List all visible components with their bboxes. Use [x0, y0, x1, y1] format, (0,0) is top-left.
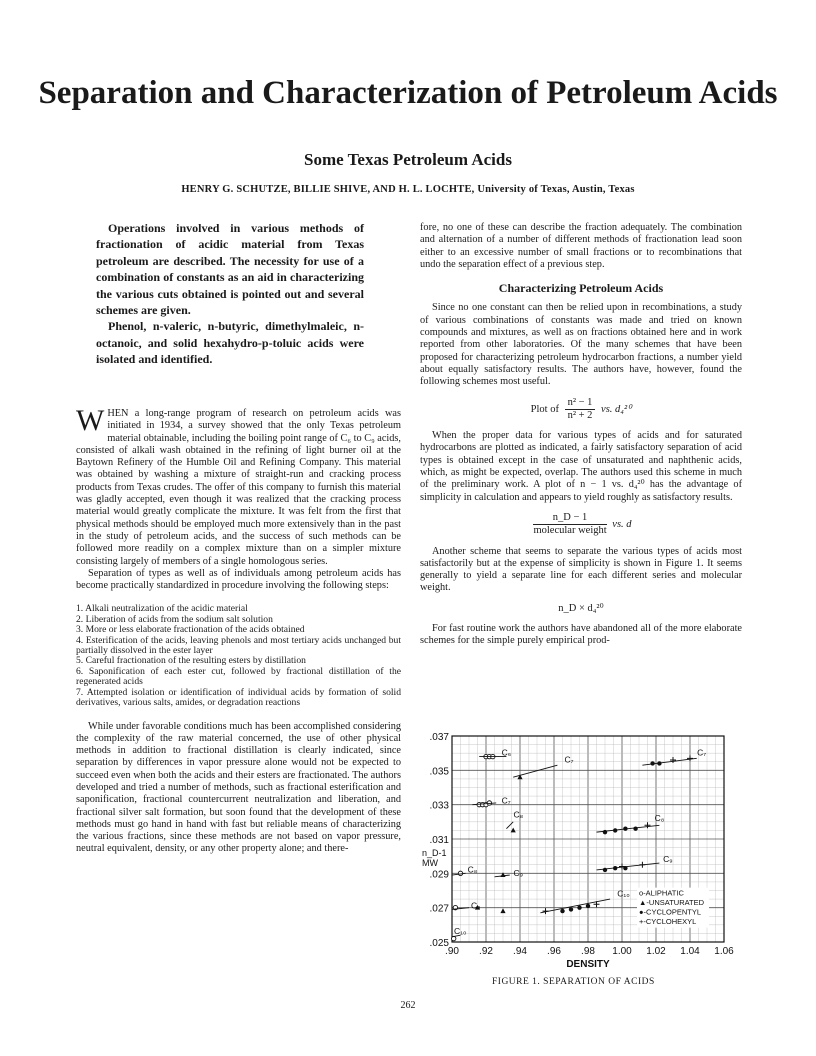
series-label: C₈	[467, 864, 478, 875]
data-point	[560, 909, 564, 913]
series-label: C₇	[501, 795, 511, 806]
body-paragraph: Another scheme that seems to separate the various types of acids most satisfactorily but at the expense of simplicity is shown in Figure 1. It seems generally to yield a separate line for each different series and molecular weight.	[420, 545, 742, 594]
legend-entry: o-ALIPHATIC	[639, 888, 684, 898]
body-paragraph: For fast routine work the authors have abandoned all of the more elaborate schemes for the simple purely empirical prod-	[420, 623, 742, 647]
data-point	[586, 904, 590, 908]
trend-line	[597, 825, 660, 832]
numerator: n_D − 1	[533, 512, 606, 525]
paper-title: Separation and Characterization of Petroleum Acids	[38, 75, 778, 111]
fraction	[565, 397, 596, 423]
x-tick-label: .92	[479, 946, 493, 957]
list-item: 1. Alkali neutralization of the acidic material	[76, 603, 248, 615]
intro-paragraph	[76, 404, 401, 568]
y-axis-label: MW	[422, 858, 438, 869]
intro-paragraph: Separation of types as well as of individuals among petroleum acids has become practically standardized in procedure involving the following steps:	[76, 567, 401, 592]
x-tick-label: .94	[513, 946, 527, 957]
x-axis-label: DENSITY	[566, 959, 610, 970]
intro-paragraph: While under favorable conditions much has been accomplished considering the complexity of the raw material concerned, the use of other physical methods in addition to fractional distillation is clearly indicated, since separation by differences in vapor pressure alone would not be expected to succeed even when both the acids and their esters are fractionated. The authors developed and tried a number of methods, such as fractional esterification and saponification, fractional countercurrent neutralization and liberation, and fractional silver salt formation, but soon found that the development of these methods must go hand in hand with fast but reliable means of characterizing the various fractions, since these methods are not based on vapor pressure, neutral equivalent, density, or any other property alone; and there-	[76, 720, 401, 855]
series-label: C₈	[513, 809, 524, 820]
denominator: n² + 2	[567, 409, 593, 421]
list-item: 6. Saponification of each ester cut, followed by fractional distillation of the regenerated acids	[76, 665, 401, 688]
formula-suffix: vs. d₄²⁰	[601, 403, 632, 415]
right-column	[420, 222, 742, 648]
series-label: C₇	[564, 754, 574, 765]
list-item: 5. Careful fractionation of the resulting esters by distillation	[76, 655, 306, 667]
y-axis-label: n_D-1	[422, 848, 447, 859]
trend-line	[540, 899, 610, 913]
y-tick-label: .025	[429, 938, 449, 949]
series-label: C₉	[471, 900, 481, 911]
section-heading: Characterizing Petroleum Acids	[498, 281, 664, 296]
list-item: 7. Attempted isolation or identification of individual acids by formation of solid derivatives, various salts, amides, or degradation reactions	[76, 686, 401, 709]
fraction	[533, 512, 606, 538]
x-tick-label: .98	[581, 946, 595, 957]
series-label: C₉	[663, 854, 673, 865]
x-tick-label: 1.02	[646, 946, 666, 957]
x-tick-label: 1.06	[714, 946, 734, 957]
x-tick-label: 1.04	[680, 946, 700, 957]
formula-prefix: Plot of	[530, 403, 559, 415]
series-label: C₁₀	[454, 926, 467, 937]
trend-line	[506, 822, 513, 829]
list-item: 2. Liberation of acids from the sodium salt solution	[76, 613, 273, 625]
data-point	[687, 755, 693, 761]
data-point	[577, 905, 581, 909]
formula-2	[420, 512, 742, 538]
figure-caption: FIGURE 1. SEPARATION OF ACIDS	[492, 977, 655, 987]
intro-column	[76, 404, 401, 856]
legend-entry: ●-CYCLOPENTYL	[639, 907, 702, 917]
data-point	[670, 757, 676, 763]
series-label: C₇	[697, 747, 707, 758]
x-tick-label: 1.00	[612, 946, 632, 957]
abstract-paragraph: Phenol, n-valeric, n-butyric, dimethylmaleic, n-octanoic, and solid hexahydro-p-toluic acids were isolated and identified.	[96, 319, 364, 367]
formula-suffix: vs. d	[612, 519, 632, 531]
legend-entry: ▲-UNSATURATED	[639, 898, 705, 908]
series-label: C₉	[513, 867, 524, 878]
series-label: C₁₀	[617, 888, 630, 899]
body-paragraph: Since no one constant can then be relied upon in recombinations, a study of various combinations of constants was made and tried on known compounds and mixtures, as well as on fractions obtained here and in work reported from other laboratories. Of the many schemes that have been proposed for characterizing petroleum hydrocarbon fractions, a number yield about equally satisfactory results. The authors have, however, found the following schemes most useful.	[420, 302, 742, 388]
y-tick-label: .031	[429, 835, 449, 846]
abstract-paragraph: Operations involved in various methods of fractionation of acidic material from Texas petroleum are described. The necessity for use of a combination of constants as an aid in characterizing the various cuts obtained is pointed out and several schemes are given.	[96, 221, 364, 318]
figure-1-chart	[416, 730, 746, 970]
formula-3: n_D × d₄²⁰	[558, 602, 604, 614]
trend-line	[597, 863, 660, 870]
list-item: 4. Esterification of the acids, leaving phenols and most tertiary acids unchanged but partially dissolved in the ester layer	[76, 634, 401, 657]
abstract	[96, 220, 364, 368]
author-line: HENRY G. SCHUTZE, BILLIE SHIVE, AND H. L. LOCHTE, University of Texas, Austin, Texas	[181, 184, 635, 195]
data-point	[569, 907, 573, 911]
body-paragraph: When the proper data for various types of acids and for saturated hydrocarbons are plotted as indicated, a fairly satisfactory separation of acid types is obtained except in the case of unsaturated and naphthenic acids, which, as might be expected, overlap. The authors used this scheme in much of the preliminary work. A plot of n − 1 vs. d₄²⁰ has the advantage of simplicity in calculation and appears to yield roughly as satisfactory results.	[420, 430, 742, 503]
denominator: molecular weight	[533, 525, 607, 537]
data-point	[500, 908, 505, 913]
y-tick-label: .029	[429, 869, 449, 881]
x-tick-label: .90	[445, 946, 459, 957]
formula-1	[420, 397, 742, 423]
data-point	[645, 822, 651, 828]
y-tick-label: .027	[429, 903, 449, 915]
steps-list	[76, 604, 401, 708]
body-paragraph: fore, no one of these can describe the fraction adequately. The combination and alternation of a number of different methods of fractionation lead soon either to an excessive number of small fractions or to recombinations that undo the separation effect of a previous step.	[420, 222, 742, 270]
dropcap: W	[76, 404, 105, 437]
intro-text: HEN a long-range program of research on petroleum acids was initiated in 1934, a survey showed that the only Texas petroleum material obtainable, including the boiling point range of C₆ to C₉ acids, consisted of alkali wash obtained in the refining of light burner oil at the Baytown Refinery of the Humble Oil and Refining Company. This material was obtained by washing a mixture of straight-run and cracking process products from Texas crudes. The offer of this company to furnish this material was gladly accepted, even though it was realized that the cracking process material would greatly complicate the mixture. It was felt from the first that physical methods should be employed much more extensively than in the past in the study of petroleum acids, and the success of such methods can be followed more readily on a complex mixture than on a simpler mixture consisting largely of members of a single homologous series.	[76, 408, 401, 567]
list-item: 3. More or less elaborate fractionation of the acids obtained	[76, 624, 305, 636]
y-tick-label: .037	[429, 732, 449, 743]
paper-subtitle: Some Texas Petroleum Acids	[304, 150, 512, 169]
series-label: C₈	[654, 812, 665, 823]
series-label: C₆	[501, 747, 512, 758]
data-point	[633, 827, 637, 831]
legend-entry: +-CYCLOHEXYL	[639, 917, 697, 927]
x-tick-label: .96	[547, 946, 561, 957]
y-tick-label: .033	[429, 800, 449, 812]
page-number: 262	[400, 1000, 416, 1011]
y-tick-label: .035	[429, 766, 449, 778]
numerator: n² − 1	[565, 397, 596, 410]
